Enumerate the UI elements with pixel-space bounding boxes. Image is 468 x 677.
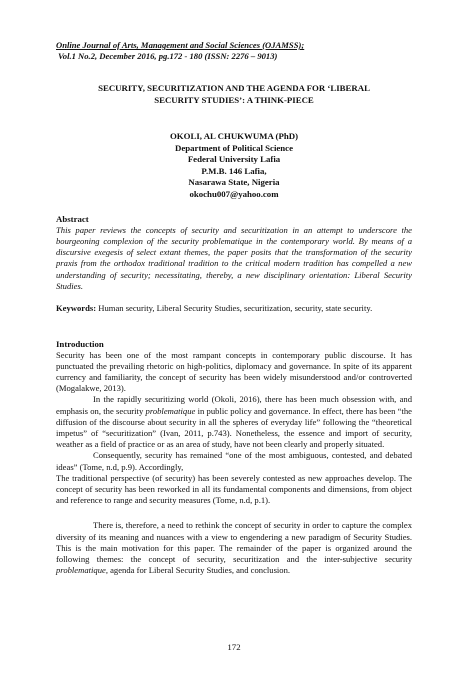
intro-paragraph-2-emphasis: problematique	[145, 405, 196, 416]
intro-paragraph-1: Security has been one of the most rampant concepts in contemporary public discourse. It has punctuated the prevailing rhetoric on high-politics, diplomacy and governance. In spite of its apparent currency and familiarity, the concept of security has been widely misunderstood and/or controverted (Mogalakwe, 2013).	[56, 349, 412, 394]
page-number: 172	[227, 642, 241, 652]
abstract-text: This paper reviews the concepts of security and securitization in an attempt to underscore the bourgeoning complexion of the security problematique in the contemporary world. By means of a discursive exegesis of select extant themes, the paper posits that the transformation of the security praxis from the orthodox traditional tradition to the critical modern tradition has compelled a new understanding of security; necessitating, thereby, a new disciplinary orientation: Liberal Security Studies.	[56, 224, 412, 292]
journal-volume: Vol.1 No.2, December 2016, pg.172 - 180 (ISSN: 2276 – 9013)	[58, 50, 278, 61]
author-department: Department of Political Science	[175, 142, 293, 153]
intro-paragraph-2-end: in public policy and governance. In effect, there has been “the diffusion of the discourse about security in all the spheres of everyday life” following the “theoretical impetus” of “securitization” (Ivan, 2011, p.743). Nonetheless, the essence and import of security, weather as a field of practice or as an area of study, have not been clearly and properly situated.	[56, 405, 412, 450]
keywords	[56, 303, 412, 314]
journal-header	[56, 40, 412, 61]
intro-paragraph-5-emphasis: problematique	[56, 565, 106, 576]
intro-paragraph-3: Consequently, security has remained “one of the most ambiguous, contested, and debated ideas” (Tome, n.d, p.9). Accordingly,	[56, 450, 412, 472]
author-university: Federal University Lafia	[187, 154, 281, 165]
intro-paragraph-5-end: , agenda for Liberal Security Studies, and conclusion.	[105, 565, 291, 576]
intro-paragraph-2-start: In the rapidly securitizing world (Okoli, 2016), there has been much obsession with, and emphasis on, the security	[56, 394, 412, 416]
keywords-label: Keywords:	[56, 303, 97, 314]
paper-page	[56, 40, 412, 577]
author-email: okochu007@yahoo.com	[189, 188, 279, 199]
intro-paragraph-4: The traditional perspective (of security) has been severely contested as new approaches develop. The concept of security has been reworked in all its fundamental components and dimensions, from object and reference to range and security measures (Tome, n.d, p.1).	[56, 472, 412, 506]
author-address: P.M.B. 146 Lafia,	[201, 165, 267, 176]
abstract-heading: Abstract	[56, 213, 89, 224]
author-block	[56, 131, 412, 201]
introduction-heading: Introduction	[56, 338, 104, 349]
intro-paragraph-5-start: There is, therefore, a need to rethink the concept of security in order to capture the complex diversity of its meaning and nuances with a view to engendering a new paradigm of Security Studies. This is the main motivation for this paper. The remainder of the paper is organized around the following themes: the concept of security, securitization and the inter-subjective security	[56, 520, 412, 565]
journal-name: Online Journal of Arts, Management and Social Sciences (OJAMSS);	[56, 40, 305, 50]
intro-paragraph-2	[56, 394, 412, 450]
author-name: OKOLI, AL CHUKWUMA (PhD)	[169, 131, 299, 141]
keywords-text: Human security, Liberal Security Studies, securitization, security, state security.	[96, 303, 373, 314]
intro-paragraph-5	[56, 520, 412, 576]
author-state: Nasarawa State, Nigeria	[188, 177, 280, 188]
paper-title: SECURITY, SECURITIZATION AND THE AGENDA FOR ‘LIBERAL SECURITY STUDIES’: A THINK-PIECE	[98, 83, 370, 105]
